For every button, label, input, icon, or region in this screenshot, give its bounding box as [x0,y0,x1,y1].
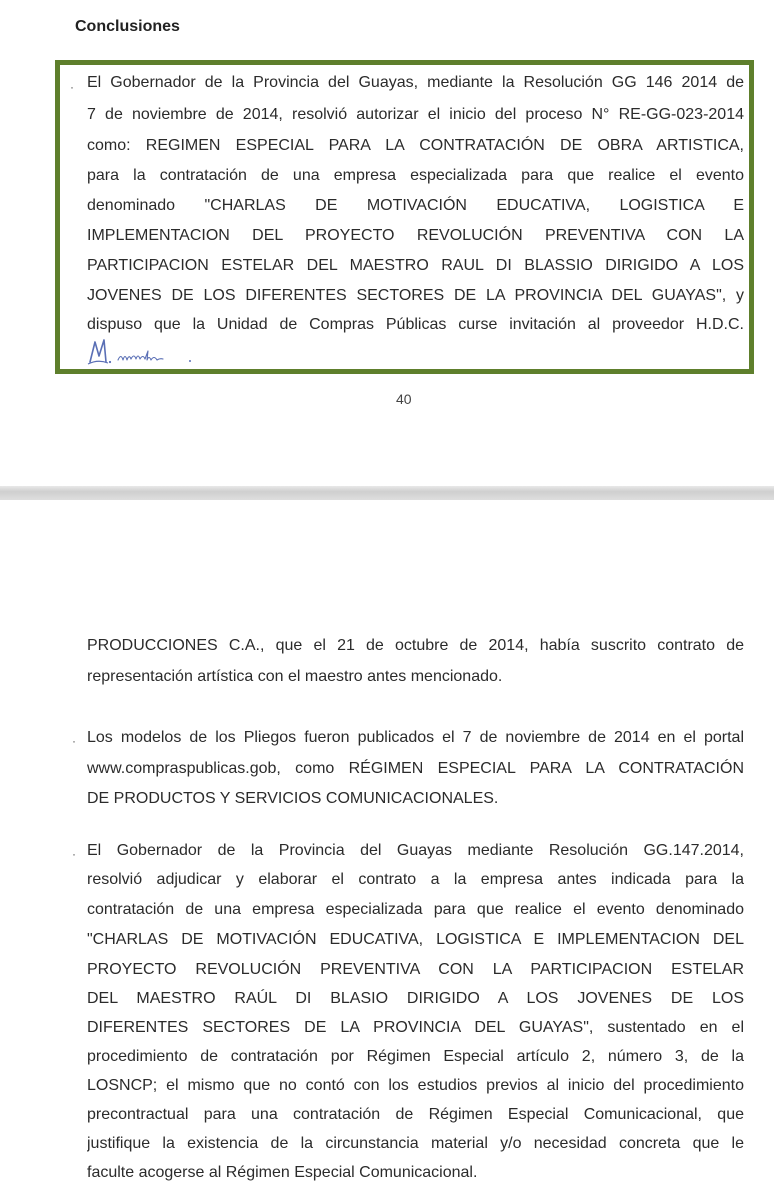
paragraph-line: dispuso que la Unidad de Compras Públicas curse invitación al proveedor H.D.C. [87,316,744,333]
paragraph-line: contratación de una empresa especializada para que realice el evento denominado [87,901,744,918]
paragraph-line: IMPLEMENTACION DEL PROYECTO REVOLUCIÓN PREVENTIVA CON LA [87,227,744,244]
bullet-marker: · [70,80,74,94]
paragraph-line: El Gobernador de la Provincia del Guayas, mediante la Resolución GG 146 2014 de [87,74,744,91]
paragraph-line: resolvió adjudicar y elaborar el contrato a la empresa antes indicada para la [87,871,744,888]
paragraph-line: DIFERENTES SECTORES DE LA PROVINCIA DEL GUAYAS", sustentado en el [87,1019,744,1036]
paragraph-line: DE PRODUCTOS Y SERVICIOS COMUNICACIONALES. [87,790,499,807]
paragraph-line: faculte acogerse al Régimen Especial Comunicacional. [87,1164,478,1181]
paragraph-line: Los modelos de los Pliegos fueron publicados el 7 de noviembre de 2014 en el portal [87,729,744,746]
section-heading: Conclusiones [75,18,180,35]
paragraph-line: precontractual para una contratación de Régimen Especial Comunicacional, que [87,1106,744,1123]
paragraph-line: justifique la existencia de la circunstancia material y/o necesidad concreta que le [87,1135,744,1152]
paragraph-line: DEL MAESTRO RAÚL DI BLASIO DIRIGIDO A LOS JOVENES DE LOS [87,990,744,1007]
page-separator [0,486,774,500]
document-page-bottom [0,500,774,1200]
paragraph-line: procedimiento de contratación por Régimen Especial artículo 2, número 3, de la [87,1048,744,1065]
paragraph-line: El Gobernador de la Provincia del Guayas mediante Resolución GG.147.2014, [87,842,744,859]
paragraph-line: PARTICIPACION ESTELAR DEL MAESTRO RAUL DI BLASSIO DIRIGIDO A LOS [87,257,744,274]
bullet-marker: · [72,847,76,861]
paragraph-line: como: REGIMEN ESPECIAL PARA LA CONTRATACIÓN DE OBRA ARTISTICA, [87,137,744,154]
paragraph-line: representación artística con el maestro antes mencionado. [87,668,503,685]
paragraph-line: denominado "CHARLAS DE MOTIVACIÓN EDUCATIVA, LOGISTICA E [87,197,744,214]
bullet-marker: · [72,734,76,748]
paragraph-line: PRODUCCIONES C.A., que el 21 de octubre de 2014, había suscrito contrato de [87,637,744,654]
document-page-top [0,0,774,486]
paragraph-line: "CHARLAS DE MOTIVACIÓN EDUCATIVA, LOGISTICA E IMPLEMENTACION DEL [87,931,744,948]
paragraph-line: para la contratación de una empresa especializada para que realice el evento [87,167,744,184]
paragraph-line: LOSNCP; el mismo que no contó con los estudios previos al inicio del procedimiento [87,1077,744,1094]
paragraph-line: 7 de noviembre de 2014, resolvió autorizar el inicio del proceso N° RE-GG-023-2014 [87,106,744,123]
handwritten-signature [86,336,216,366]
paragraph-line: JOVENES DE LOS DIFERENTES SECTORES DE LA PROVINCIA DEL GUAYAS", y [87,287,744,304]
paragraph-line: PROYECTO REVOLUCIÓN PREVENTIVA CON LA PARTICIPACION ESTELAR [87,961,744,978]
paragraph-line: www.compraspublicas.gob, como RÉGIMEN ESPECIAL PARA LA CONTRATACIÓN [87,760,744,777]
page-number: 40 [396,391,412,407]
